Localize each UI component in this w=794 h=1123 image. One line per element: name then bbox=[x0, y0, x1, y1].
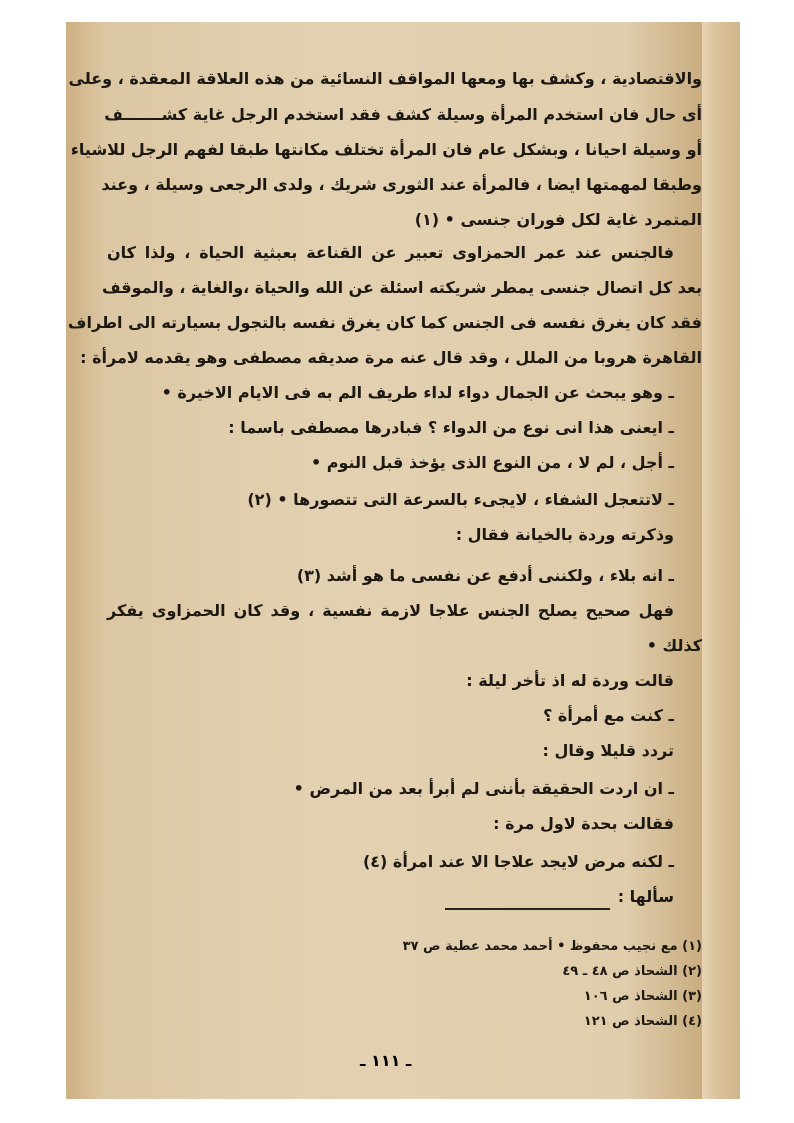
paragraph-line: فالجنس عند عمر الحمزاوى تعبير عن القناعة بعبثية الحياة ، ولذا كان bbox=[107, 243, 674, 262]
narration-line: قالت وردة له اذ تأخر ليلة : bbox=[466, 671, 674, 690]
narration-line: سألها : bbox=[617, 887, 674, 906]
page-edge bbox=[702, 22, 740, 1099]
narration-line: وذكرته وردة بالخيانة فقال : bbox=[455, 525, 674, 544]
narration-line: فقالت بحدة لاول مرة : bbox=[493, 814, 674, 833]
dialogue-line: ـ لكنه مرض لايجد علاجا الا عند امرأة (٤) bbox=[362, 852, 674, 871]
footnote: (٢) الشحاذ ص ٤٨ ـ ٤٩ bbox=[562, 964, 702, 979]
paragraph-line: فقد كان يغرق نفسه فى الجنس كما كان يغرق نفسه بالتجول بسيارته الى اطراف bbox=[67, 313, 702, 332]
dialogue-line: ـ ايعنى هذا انى نوع من الدواء ؟ فبادرها مصطفى باسما : bbox=[228, 418, 674, 437]
paragraph-line: المتمرد غاية لكل فوران جنسى • (١) bbox=[414, 210, 702, 229]
paragraph-line: كذلك • bbox=[646, 636, 702, 655]
dialogue-line: ـ وهو يبحث عن الجمال دواء لداء طريف الم به فى الايام الاخيرة • bbox=[161, 383, 674, 402]
paragraph-line: أو وسيلة احيانا ، وبشكل عام فان المرأة تختلف مكانتها طبقا لفهم الرجل للاشياء bbox=[70, 140, 702, 159]
paragraph-line: فهل صحيح يصلح الجنس علاجا لازمة نفسية ، وقد كان الحمزاوى يفكر bbox=[107, 601, 674, 620]
footnote-rule bbox=[445, 908, 610, 910]
dialogue-line: ـ ان اردت الحقيقة بأننى لم أبرأ بعد من المرض • bbox=[293, 779, 674, 798]
paragraph-line: والاقتصادية ، وكشف بها ومعها المواقف النسائية من هذه العلاقة المعقدة ، وعلى bbox=[68, 69, 702, 88]
footnote: (٣) الشحاذ ص ١٠٦ bbox=[583, 989, 702, 1004]
narration-line: تردد قليلا وقال : bbox=[542, 741, 674, 760]
page-number: ـ ١١١ ـ bbox=[360, 1051, 412, 1070]
paragraph-line: بعد كل اتصال جنسى يمطر شريكته اسئلة عن الله والحياة ،والغاية ، والموقف bbox=[102, 278, 702, 297]
paragraph-line: أى حال فان استخدم المرأة وسيلة كشف فقد استخدم الرجل غاية كشـــــــف bbox=[104, 105, 702, 124]
book-page bbox=[66, 22, 702, 1099]
paragraph-line: وطبقا لمهمتها ايضا ، فالمرأة عند الثورى شريك ، ولدى الرجعى وسيلة ، وعند bbox=[101, 175, 702, 194]
dialogue-line: ـ انه بلاء ، ولكننى أدفع عن نفسى ما هو أشد (٣) bbox=[296, 566, 674, 585]
footnote: (٤) الشحاذ ص ١٢١ bbox=[583, 1014, 702, 1029]
dialogue-line: ـ كنت مع أمرأة ؟ bbox=[543, 706, 674, 725]
footnote: (١) مع نجيب محفوظ • أحمد محمد عطية ص ٣٧ bbox=[402, 939, 702, 954]
dialogue-line: ـ لاتتعجل الشفاء ، لايجىء بالسرعة التى تتصورها • (٢) bbox=[247, 490, 674, 509]
dialogue-line: ـ أجل ، لم لا ، من النوع الذى يؤخذ قبل النوم • bbox=[310, 453, 674, 472]
paragraph-line: القاهرة هروبا من الملل ، وقد قال عنه مرة صديقه مصطفى وهو يقدمه لامرأة : bbox=[80, 348, 702, 367]
